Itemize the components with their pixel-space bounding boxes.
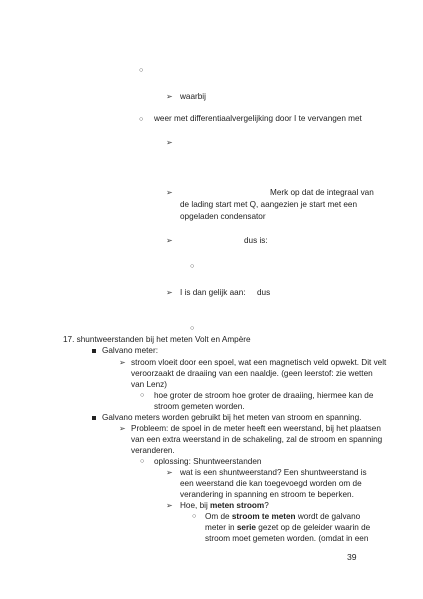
om-bold: stroom te meten: [231, 512, 296, 521]
probleem-line-1: Probleem: de spoel in de meter heeft een weerstand, bij het plaatsen: [131, 424, 381, 433]
galvano-meter-label: Galvano meter:: [102, 346, 158, 355]
dus-text: dus: [257, 288, 271, 297]
section-heading: 17. shuntweerstanden bij het meten Volt en Ampère: [63, 335, 251, 344]
hoe-bij-line: [180, 500, 269, 511]
square-bullet: [92, 416, 96, 420]
wat-line-1: wat is een shuntweerstand? Een shuntweerstand is: [180, 468, 367, 477]
circle-bullet-marker: ○: [192, 513, 197, 520]
meter-line: [205, 522, 370, 533]
circle-bullet-marker: ○: [190, 263, 195, 270]
differential-equation-text: weer met differentiaalvergelijking door I te vervangen met: [154, 114, 362, 123]
wat-line-2: een weerstand die kan toegevoegd worden om de: [180, 479, 362, 488]
circle-bullet-marker: ○: [140, 392, 145, 399]
oplossing-text: oplossing: Shuntweerstanden: [154, 457, 262, 466]
waarbij-text: waarbij: [180, 92, 206, 101]
arrow-bullet-marker: ➢: [166, 92, 173, 101]
om-line: [205, 511, 360, 522]
galvano-meters-text: Galvano meters worden gebruikt bij het meten van stroom en spanning.: [102, 413, 362, 422]
arrow-bullet-marker: ➢: [166, 288, 173, 297]
arrow-bullet-marker: ➢: [119, 424, 126, 433]
lading-text: de lading start met Q, aangezien je start met een: [180, 200, 358, 209]
opgeladen-text: opgeladen condensator: [180, 212, 266, 221]
circle-bullet-marker: ○: [140, 458, 145, 465]
i-is-text: I is dan gelijk aan:: [180, 288, 246, 297]
merk-op-text: Merk op dat de integraal van: [270, 188, 374, 197]
om-suffix: wordt de galvano: [295, 512, 361, 521]
probleem-line-2: van een extra weerstand in de schakeling, zal de stroom en spanning: [131, 435, 383, 444]
arrow-bullet-marker: ➢: [166, 501, 173, 510]
stroom-moet-line: stroom moet gemeten worden. (omdat in een: [205, 534, 369, 543]
square-bullet: [92, 349, 96, 353]
hoe-line-2: stroom gemeten worden.: [154, 402, 245, 411]
circle-bullet-marker: ○: [139, 116, 144, 123]
arrow-bullet-marker: ➢: [166, 138, 173, 147]
meter-prefix: meter in: [205, 523, 237, 532]
circle-bullet-marker: ○: [139, 67, 144, 74]
om-prefix: Om de: [205, 512, 232, 521]
circle-bullet-marker: ○: [190, 325, 195, 332]
arrow-bullet-marker: ➢: [166, 236, 173, 245]
meter-suffix: gezet op de geleider waarin de: [255, 523, 371, 532]
stroom-line-2: veroorzaakt de draaiing van een naaldje. (geen leerstof: zie wetten: [131, 369, 373, 378]
page-number: 39: [347, 552, 357, 562]
arrow-bullet-marker: ➢: [119, 358, 126, 367]
stroom-line-1: stroom vloeit door een spoel, wat een magnetisch veld opwekt. Dit velt: [131, 358, 387, 367]
hoe-line-1: hoe groter de stroom hoe groter de draaiing, hiermee kan de: [154, 391, 374, 400]
hoe-bij-suffix: ?: [264, 501, 269, 510]
arrow-bullet-marker: ➢: [166, 188, 173, 197]
probleem-line-3: veranderen.: [131, 446, 175, 455]
hoe-bij-bold: meten stroom: [210, 501, 265, 510]
meter-bold: serie: [236, 523, 256, 532]
wat-line-3: verandering in spanning en stroom te beperken.: [180, 490, 354, 499]
arrow-bullet-marker: ➢: [166, 468, 173, 477]
stroom-line-3: van Lenz): [131, 380, 167, 389]
dus-is-text: dus is:: [244, 236, 268, 245]
hoe-bij-prefix: Hoe, bij: [180, 501, 211, 510]
